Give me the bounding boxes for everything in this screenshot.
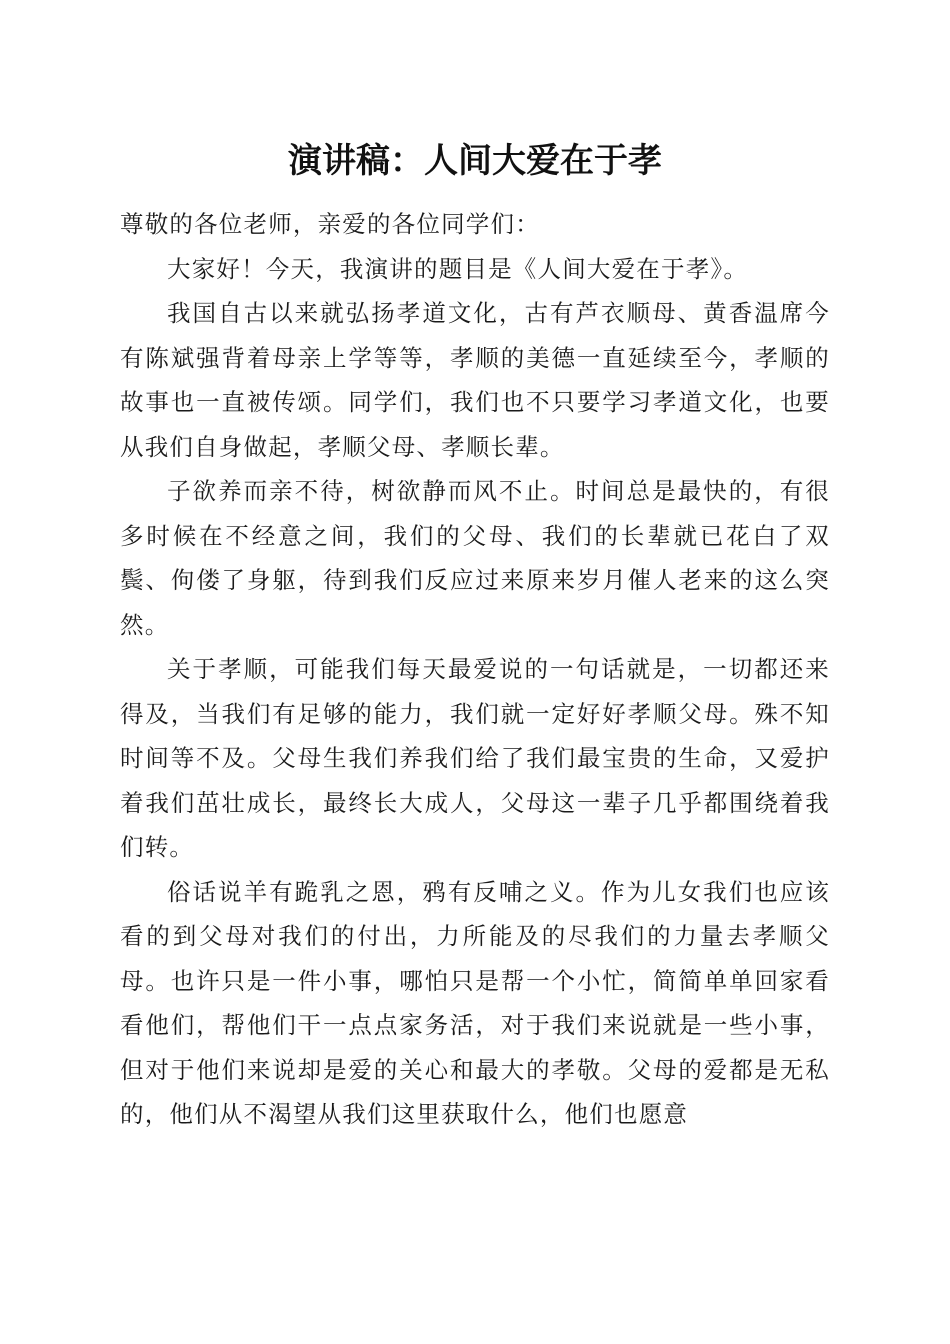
paragraph-no-waiting: 关于孝顺，可能我们每天最爱说的一句话就是，一切都还来得及，当我们有足够的能力，我们就一定好好孝顺父母。殊不知时间等不及。父母生我们养我们给了我们最宝贵的生命，又爱护着我们茁壮成长，最终长大成人，父母这一辈子几乎都围绕着我们转。 [120, 655, 830, 861]
salutation: 尊敬的各位老师，亲爱的各位同学们： [120, 210, 540, 238]
paragraph-time-passing: 子欲养而亲不待，树欲静而风不止。时间总是最快的，有很多时候在不经意之间，我们的父母、我们的长辈就已花白了双鬓、佝偻了身躯，待到我们反应过来原来岁月催人老来的这么突然。 [120, 477, 830, 639]
document-title: 演讲稿：人间大爱在于孝 [288, 141, 662, 181]
paragraph-greeting: 大家好！今天，我演讲的题目是《人间大爱在于孝》。 [167, 254, 749, 283]
paragraph-repaying-parents: 俗话说羊有跪乳之恩，鸦有反哺之义。作为儿女我们也应该看的到父母对我们的付出，力所能及的尽我们的力量去孝顺父母。也许只是一件小事，哪怕只是帮一个小忙，简简单单回家看看他们，帮他们干一点点家务活，对于我们来说就是一些小事，但对于他们来说却是爱的关心和最大的孝敬。父母的爱都是无私的，他们从不渴望从我们这里获取什么，他们也愿意 [120, 877, 830, 1128]
paragraph-filial-culture: 我国自古以来就弘扬孝道文化，古有芦衣顺母、黄香温席今有陈斌强背着母亲上学等等，孝顺的美德一直延续至今，孝顺的故事也一直被传颂。同学们，我们也不只要学习孝道文化，也要从我们自身做起，孝顺父母、孝顺长辈。 [120, 299, 830, 461]
document-body [120, 202, 830, 1137]
